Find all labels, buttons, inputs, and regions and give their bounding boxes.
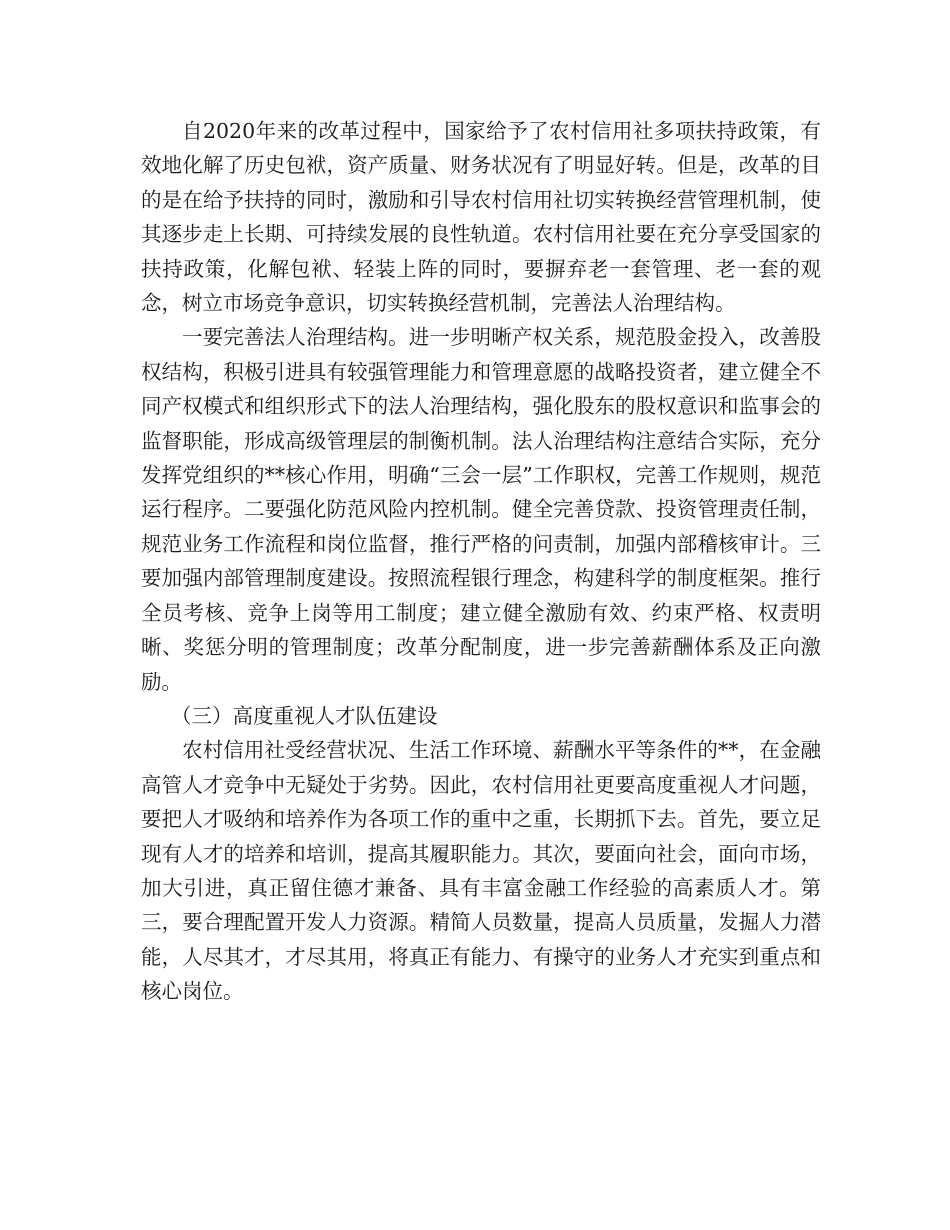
paragraph-talent-team: 农村信用社受经营状况、生活工作环境、薪酬水平等条件的**，在金融高管人才竞争中无疑处于劣势。因此，农村信用社更要高度重视人才问题，要把人才吸纳和培养作为各项工作的重中之重，长期抓下去。首先，要立足现有人才的培养和培训，提高其履职能力。其次，要面向社会，面向市场，加大引进，真正留住德才兼备、具有丰富金融工作经验的高素质人才。第三，要合理配置开发人力资源。精简人员数量，提高人员质量，发掘人力潜能，人尽其才，才尽其用，将真正有能力、有操守的业务人才充实到重点和核心岗位。 <box>141 738 821 1004</box>
paragraph-corporate-governance: 一要完善法人治理结构。进一步明晰产权关系，规范股金投入，改善股权结构，积极引进具有较强管理能力和管理意愿的战略投资者，建立健全不同产权模式和组织形式下的法人治理结构，强化股东的股权意识和监事会的监督职能，形成高级管理层的制衡机制。法人治理结构注意结合实际，充分发挥党组织的**核心作用，明确“三会一层”工作职权，完善工作规则，规范运行程序。二要强化防范风险内控机制。健全完善贷款、投资管理责任制，规范业务工作流程和岗位监督，推行严格的问责制，加强内部稽核审计。三要加强内部管理制度建设。按照流程银行理念，构建科学的制度框架。推行全员考核、竞争上岗等用工制度；建立健全激励有效、约束严格、权责明晰、奖惩分明的管理制度；改革分配制度，进一步完善薪酬体系及正向激励。 <box>141 325 821 694</box>
section-heading-talent: （三）高度重视人才队伍建设 <box>171 703 438 728</box>
paragraph-reform-overview: 自2020年来的改革过程中，国家给予了农村信用社多项扶持政策，有效地化解了历史包袱，资产质量、财务状况有了明显好转。但是，改革的目的是在给予扶持的同时，激励和引导农村信用社切实转换经营管理机制，使其逐步走上长期、可持续发展的良性轨道。农村信用社要在充分享受国家的扶持政策，化解包袱、轻装上阵的同时，要摒弃老一套管理、老一套的观念，树立市场竞争意识，切实转换经营机制，完善法人治理结构。 <box>141 119 821 316</box>
document-body <box>141 114 821 1009</box>
